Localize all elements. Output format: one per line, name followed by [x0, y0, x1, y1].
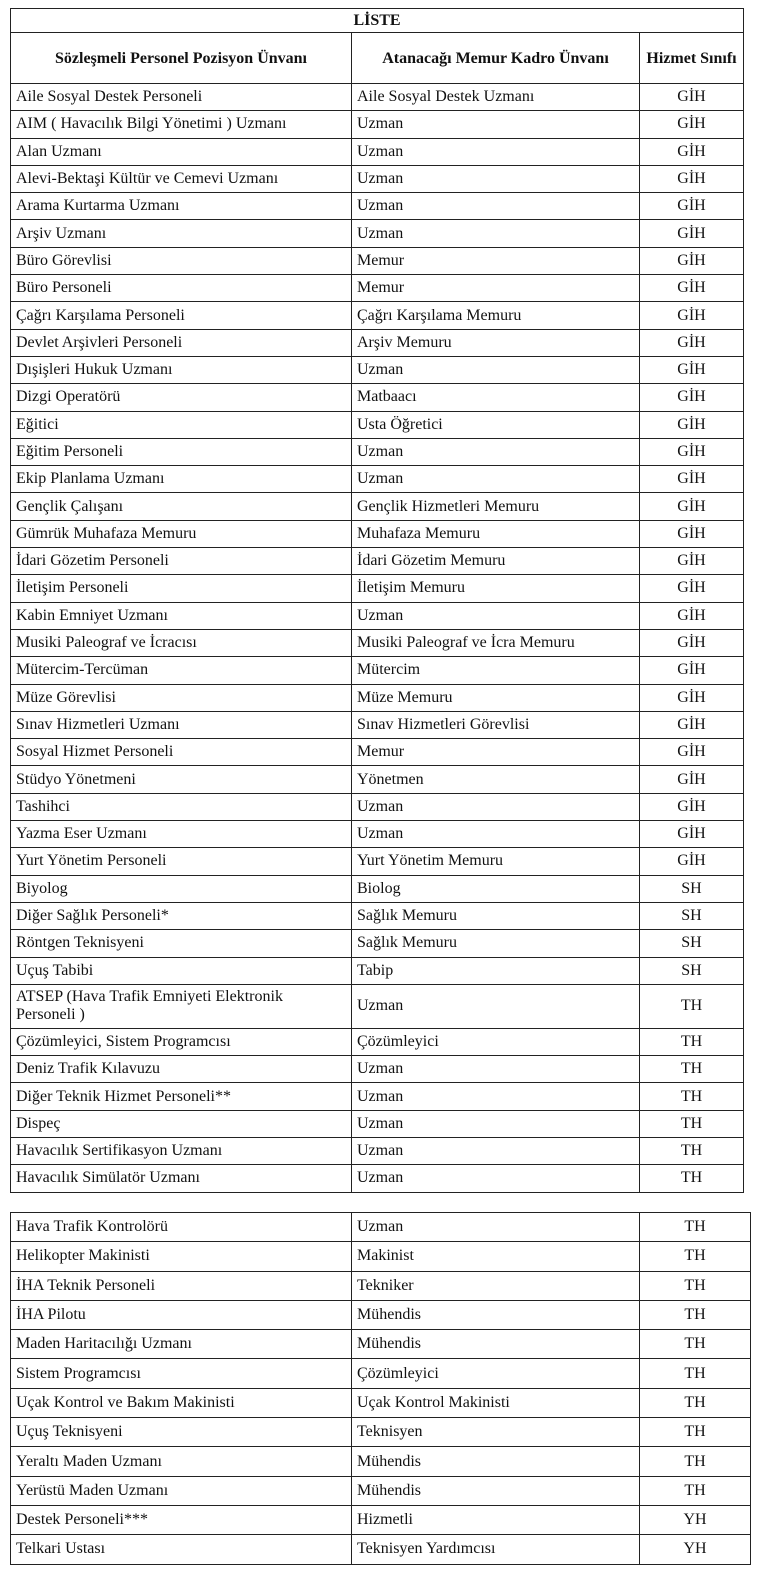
cell-cadre: Memur	[352, 247, 640, 274]
table-row	[11, 602, 744, 629]
header-service-class: Hizmet Sınıfı	[640, 33, 744, 84]
table-row	[11, 575, 744, 602]
cell-position: Telkari Ustası	[11, 1535, 352, 1564]
table-body-part2	[11, 1213, 751, 1565]
cell-service-class: GİH	[640, 821, 744, 848]
table-row	[11, 1213, 751, 1242]
header-position: Sözleşmeli Personel Pozisyon Ünvanı	[11, 33, 352, 84]
cell-position: Hava Trafik Kontrolörü	[11, 1213, 352, 1242]
cell-position: Yeraltı Maden Uzmanı	[11, 1447, 352, 1476]
table-row	[11, 1165, 744, 1192]
cell-cadre: Uzman	[352, 356, 640, 383]
cell-position: Tashihci	[11, 793, 352, 820]
cell-cadre: Çözümleyici	[352, 1359, 640, 1388]
cell-service-class: GİH	[640, 602, 744, 629]
cell-position: Uçak Kontrol ve Bakım Makinisti	[11, 1388, 352, 1417]
table-row	[11, 739, 744, 766]
table-row	[11, 793, 744, 820]
cell-service-class: GİH	[640, 684, 744, 711]
table-row	[11, 1300, 751, 1329]
table-row	[11, 902, 744, 929]
table-row	[11, 193, 744, 220]
cell-service-class: GİH	[640, 302, 744, 329]
cell-service-class: GİH	[640, 165, 744, 192]
table-row	[11, 875, 744, 902]
table-row	[11, 848, 744, 875]
cell-position: Yerüstü Maden Uzmanı	[11, 1476, 352, 1505]
cell-position: Ekip Planlama Uzmanı	[11, 466, 352, 493]
cell-position: Dispeç	[11, 1110, 352, 1137]
cell-cadre: Sağlık Memuru	[352, 930, 640, 957]
cell-service-class: TH	[640, 1110, 744, 1137]
table-row	[11, 302, 744, 329]
cell-cadre: Makinist	[352, 1242, 640, 1271]
cell-service-class: GİH	[640, 438, 744, 465]
cell-service-class: TH	[640, 984, 744, 1028]
cell-service-class: TH	[640, 1359, 751, 1388]
list-title: LİSTE	[11, 9, 744, 33]
cell-service-class: SH	[640, 957, 744, 984]
cell-cadre: Tabip	[352, 957, 640, 984]
cell-position: İHA Pilotu	[11, 1300, 352, 1329]
cell-cadre: Matbaacı	[352, 384, 640, 411]
cell-service-class: GİH	[640, 275, 744, 302]
cell-service-class: TH	[640, 1330, 751, 1359]
cell-position: Musiki Paleograf ve İcracısı	[11, 629, 352, 656]
cell-position: Maden Haritacılığı Uzmanı	[11, 1330, 352, 1359]
cell-service-class: GİH	[640, 356, 744, 383]
cell-cadre: Yurt Yönetim Memuru	[352, 848, 640, 875]
cell-cadre: Uzman	[352, 1083, 640, 1110]
cell-cadre: Uzman	[352, 438, 640, 465]
cell-position: Çağrı Karşılama Personeli	[11, 302, 352, 329]
cell-position: Alevi-Bektaşi Kültür ve Cemevi Uzmanı	[11, 165, 352, 192]
cell-service-class: GİH	[640, 739, 744, 766]
cell-position: Yurt Yönetim Personeli	[11, 848, 352, 875]
table-row	[11, 247, 744, 274]
table-row	[11, 411, 744, 438]
table-row	[11, 329, 744, 356]
table-row	[11, 1242, 751, 1271]
table-row	[11, 1110, 744, 1137]
table-row	[11, 1476, 751, 1505]
cell-position: Aile Sosyal Destek Personeli	[11, 84, 352, 111]
cell-position: Çözümleyici, Sistem Programcısı	[11, 1028, 352, 1055]
cell-service-class: GİH	[640, 711, 744, 738]
table-row	[11, 1028, 744, 1055]
cell-position: Diğer Sağlık Personeli*	[11, 902, 352, 929]
cell-service-class: GİH	[640, 657, 744, 684]
cell-service-class: GİH	[640, 384, 744, 411]
cell-cadre: Uzman	[352, 193, 640, 220]
table-row	[11, 1388, 751, 1417]
cell-service-class: GİH	[640, 793, 744, 820]
cell-position: İHA Teknik Personeli	[11, 1271, 352, 1300]
cell-position: Helikopter Makinisti	[11, 1242, 352, 1271]
table-row	[11, 821, 744, 848]
cell-service-class: GİH	[640, 111, 744, 138]
cell-position: Yazma Eser Uzmanı	[11, 821, 352, 848]
cell-cadre: Biolog	[352, 875, 640, 902]
table-row	[11, 356, 744, 383]
cell-position: Destek Personeli***	[11, 1505, 352, 1534]
cell-cadre: Çağrı Karşılama Memuru	[352, 302, 640, 329]
cell-cadre: Uzman	[352, 793, 640, 820]
cell-service-class: GİH	[640, 575, 744, 602]
cell-service-class: TH	[640, 1083, 744, 1110]
table-row	[11, 220, 744, 247]
table-row	[11, 1271, 751, 1300]
cell-position: İdari Gözetim Personeli	[11, 548, 352, 575]
table-row	[11, 1359, 751, 1388]
cell-cadre: Uzman	[352, 138, 640, 165]
cell-service-class: GİH	[640, 520, 744, 547]
table-row	[11, 1137, 744, 1164]
cell-position: Havacılık Sertifikasyon Uzmanı	[11, 1137, 352, 1164]
table-row	[11, 629, 744, 656]
cell-cadre: Uzman	[352, 165, 640, 192]
cell-position: Röntgen Teknisyeni	[11, 930, 352, 957]
cell-position: Sınav Hizmetleri Uzmanı	[11, 711, 352, 738]
cell-cadre: Uçak Kontrol Makinisti	[352, 1388, 640, 1417]
cell-cadre: Sınav Hizmetleri Görevlisi	[352, 711, 640, 738]
cell-cadre: Aile Sosyal Destek Uzmanı	[352, 84, 640, 111]
cell-position: Sistem Programcısı	[11, 1359, 352, 1388]
cell-cadre: Uzman	[352, 1056, 640, 1083]
cell-service-class: SH	[640, 902, 744, 929]
cell-position: Diğer Teknik Hizmet Personeli**	[11, 1083, 352, 1110]
cell-cadre: Memur	[352, 739, 640, 766]
table-row	[11, 1505, 751, 1534]
table-row	[11, 766, 744, 793]
cell-service-class: TH	[640, 1165, 744, 1192]
table-row	[11, 275, 744, 302]
cell-position: Deniz Trafik Kılavuzu	[11, 1056, 352, 1083]
list-table-part1	[10, 8, 744, 1193]
table-row	[11, 466, 744, 493]
cell-service-class: YH	[640, 1535, 751, 1564]
list-table-part2	[10, 1212, 751, 1565]
cell-cadre: Mühendis	[352, 1476, 640, 1505]
cell-service-class: GİH	[640, 329, 744, 356]
table-row	[11, 657, 744, 684]
cell-service-class: TH	[640, 1447, 751, 1476]
cell-service-class: SH	[640, 930, 744, 957]
cell-service-class: GİH	[640, 493, 744, 520]
table-row	[11, 1535, 751, 1564]
cell-service-class: GİH	[640, 848, 744, 875]
cell-service-class: YH	[640, 1505, 751, 1534]
cell-position: Eğitim Personeli	[11, 438, 352, 465]
cell-service-class: TH	[640, 1388, 751, 1417]
cell-position: Havacılık Simülatör Uzmanı	[11, 1165, 352, 1192]
cell-service-class: TH	[640, 1213, 751, 1242]
cell-cadre: Gençlik Hizmetleri Memuru	[352, 493, 640, 520]
cell-cadre: Musiki Paleograf ve İcra Memuru	[352, 629, 640, 656]
cell-service-class: TH	[640, 1300, 751, 1329]
cell-service-class: GİH	[640, 548, 744, 575]
cell-cadre: Teknisyen Yardımcısı	[352, 1535, 640, 1564]
cell-cadre: Mühendis	[352, 1447, 640, 1476]
cell-position: Stüdyo Yönetmeni	[11, 766, 352, 793]
table-row	[11, 548, 744, 575]
table-row	[11, 984, 744, 1028]
cell-position: Dizgi Operatörü	[11, 384, 352, 411]
table-row	[11, 111, 744, 138]
cell-service-class: GİH	[640, 220, 744, 247]
cell-cadre: Arşiv Memuru	[352, 329, 640, 356]
cell-service-class: TH	[640, 1137, 744, 1164]
table-row	[11, 493, 744, 520]
cell-service-class: TH	[640, 1056, 744, 1083]
cell-position: Eğitici	[11, 411, 352, 438]
cell-position: Arama Kurtarma Uzmanı	[11, 193, 352, 220]
header-cadre: Atanacağı Memur Kadro Ünvanı	[352, 33, 640, 84]
cell-service-class: GİH	[640, 629, 744, 656]
cell-cadre: Uzman	[352, 602, 640, 629]
cell-service-class: GİH	[640, 193, 744, 220]
cell-cadre: Muhafaza Memuru	[352, 520, 640, 547]
cell-cadre: Mühendis	[352, 1300, 640, 1329]
table-row	[11, 1330, 751, 1359]
table-row	[11, 84, 744, 111]
cell-position: Büro Personeli	[11, 275, 352, 302]
cell-position: Uçuş Tabibi	[11, 957, 352, 984]
cell-service-class: GİH	[640, 766, 744, 793]
cell-position: ATSEP (Hava Trafik Emniyeti Elektronik Personeli )	[11, 984, 352, 1028]
cell-position: Dışişleri Hukuk Uzmanı	[11, 356, 352, 383]
cell-cadre: Müze Memuru	[352, 684, 640, 711]
cell-cadre: Uzman	[352, 984, 640, 1028]
table-row	[11, 438, 744, 465]
cell-cadre: Uzman	[352, 1110, 640, 1137]
cell-cadre: Uzman	[352, 466, 640, 493]
cell-service-class: TH	[640, 1476, 751, 1505]
table-row	[11, 384, 744, 411]
cell-cadre: Uzman	[352, 220, 640, 247]
cell-position: Alan Uzmanı	[11, 138, 352, 165]
table-row	[11, 930, 744, 957]
cell-service-class: GİH	[640, 247, 744, 274]
cell-position: Gençlik Çalışanı	[11, 493, 352, 520]
cell-cadre: İletişim Memuru	[352, 575, 640, 602]
cell-cadre: Mütercim	[352, 657, 640, 684]
table-row	[11, 1418, 751, 1447]
cell-position: Kabin Emniyet Uzmanı	[11, 602, 352, 629]
cell-position: AIM ( Havacılık Bilgi Yönetimi ) Uzmanı	[11, 111, 352, 138]
cell-cadre: Usta Öğretici	[352, 411, 640, 438]
cell-service-class: TH	[640, 1271, 751, 1300]
cell-position: Biyolog	[11, 875, 352, 902]
cell-service-class: GİH	[640, 411, 744, 438]
cell-position: Müze Görevlisi	[11, 684, 352, 711]
table-row	[11, 1447, 751, 1476]
cell-cadre: Mühendis	[352, 1330, 640, 1359]
cell-position: Uçuş Teknisyeni	[11, 1418, 352, 1447]
table-row	[11, 957, 744, 984]
table-row	[11, 711, 744, 738]
cell-cadre: Uzman	[352, 1137, 640, 1164]
cell-position: Sosyal Hizmet Personeli	[11, 739, 352, 766]
table-row	[11, 1056, 744, 1083]
cell-cadre: İdari Gözetim Memuru	[352, 548, 640, 575]
cell-service-class: TH	[640, 1418, 751, 1447]
cell-cadre: Yönetmen	[352, 766, 640, 793]
cell-position: Gümrük Muhafaza Memuru	[11, 520, 352, 547]
cell-service-class: GİH	[640, 138, 744, 165]
cell-cadre: Uzman	[352, 1213, 640, 1242]
cell-position: İletişim Personeli	[11, 575, 352, 602]
cell-cadre: Hizmetli	[352, 1505, 640, 1534]
cell-service-class: GİH	[640, 466, 744, 493]
cell-position: Devlet Arşivleri Personeli	[11, 329, 352, 356]
cell-cadre: Sağlık Memuru	[352, 902, 640, 929]
table-row	[11, 684, 744, 711]
cell-cadre: Teknisyen	[352, 1418, 640, 1447]
table-row	[11, 138, 744, 165]
cell-cadre: Tekniker	[352, 1271, 640, 1300]
table-row	[11, 520, 744, 547]
cell-cadre: Memur	[352, 275, 640, 302]
cell-position: Mütercim-Tercüman	[11, 657, 352, 684]
cell-cadre: Uzman	[352, 1165, 640, 1192]
cell-cadre: Uzman	[352, 111, 640, 138]
cell-service-class: GİH	[640, 84, 744, 111]
table-body-part1	[11, 84, 744, 1193]
table-row	[11, 1083, 744, 1110]
cell-service-class: TH	[640, 1242, 751, 1271]
table-row	[11, 165, 744, 192]
cell-cadre: Çözümleyici	[352, 1028, 640, 1055]
cell-service-class: TH	[640, 1028, 744, 1055]
cell-position: Arşiv Uzmanı	[11, 220, 352, 247]
cell-position: Büro Görevlisi	[11, 247, 352, 274]
cell-service-class: SH	[640, 875, 744, 902]
cell-cadre: Uzman	[352, 821, 640, 848]
